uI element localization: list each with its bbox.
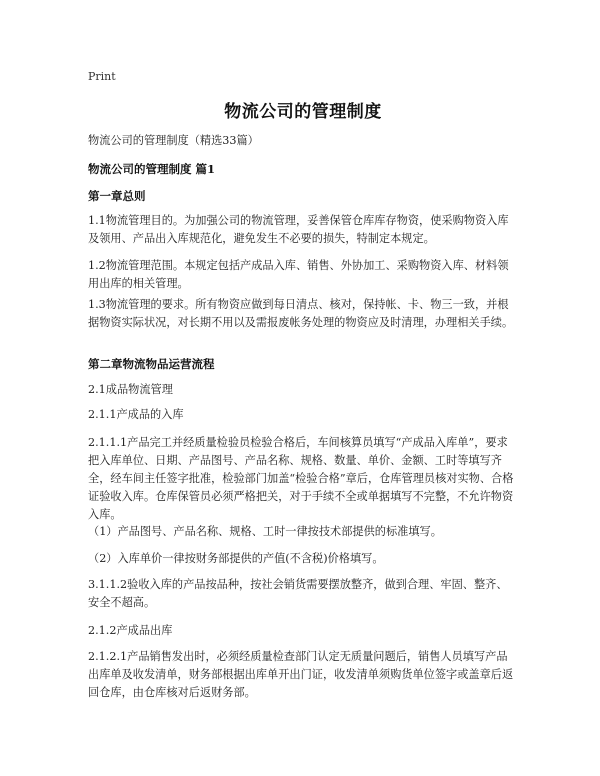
paragraph: 1.1物流管理目的。为加强公司的物流管理，妥善保管仓库库存物资，使采购物资入库及领用、产品出入库规范化，避免发生不必要的损失，特制定本规定。 <box>88 214 509 245</box>
list-item: （2）入库单价一律按财务部提供的产值(不含税)价格填写。 <box>88 552 384 565</box>
paragraph: 1.3物流管理的要求。所有物资应做到每日清点、核对，保持帐、卡、物三一致，并根据物资实际状况，对长期不用以及需报废帐务处理的物资应及时清理，办理相关手续。 <box>88 298 514 329</box>
paragraph: 2.1.1.1产品完工并经质量检验员检验合格后，车间核算员填写“产成品入库单”，要求把入库单位、日期、产品图号、产品名称、规格、数量、单价、金额、工时等填写齐全，经车间主任签字批准，检验部门加盖“检验合格”章后，仓库管理员核对实物、合格证验收入库。仓库保管员必须严格把关，对于手续不全或单据填写不完整，不允许物资入库。 <box>88 436 514 521</box>
document-title: 物流公司的管理制度 <box>224 102 382 122</box>
chapter-heading: 第二章物流物品运营流程 <box>88 357 215 371</box>
paragraph: 2.1.1产成品的入库 <box>88 408 184 421</box>
paragraph: 2.1.2.1产品销售发出时，必须经质量检查部门认定无质量问题后，销售人员填写产品出库单及收发清单，财务部根据出库单开出门证，收发清单须购货单位签字或盖章后返回仓库，由仓库核对后返财务部。 <box>88 650 514 699</box>
paragraph: 2.1成品物流管理 <box>88 383 173 396</box>
list-item: （1）产品图号、产品名称、规格、工时一律按技术部提供的标准填写。 <box>88 525 442 538</box>
chapter-heading: 第一章总则 <box>88 189 146 203</box>
paragraph: 3.1.1.2验收入库的产品按品种，按社会销货需要摆放整齐，做到合理、牢固、整齐、安全不超高。 <box>88 578 508 609</box>
subtitle: 物流公司的管理制度（精选33篇） <box>88 134 259 147</box>
print-label[interactable]: Print <box>88 70 116 83</box>
section-heading: 物流公司的管理制度 篇1 <box>88 162 216 176</box>
paragraph: 1.2物流管理范围。本规定包括产成品入库、销售、外协加工、采购物资入库、材料领用出库的相关管理。 <box>88 259 509 290</box>
paragraph: 2.1.2产成品出库 <box>88 624 173 637</box>
